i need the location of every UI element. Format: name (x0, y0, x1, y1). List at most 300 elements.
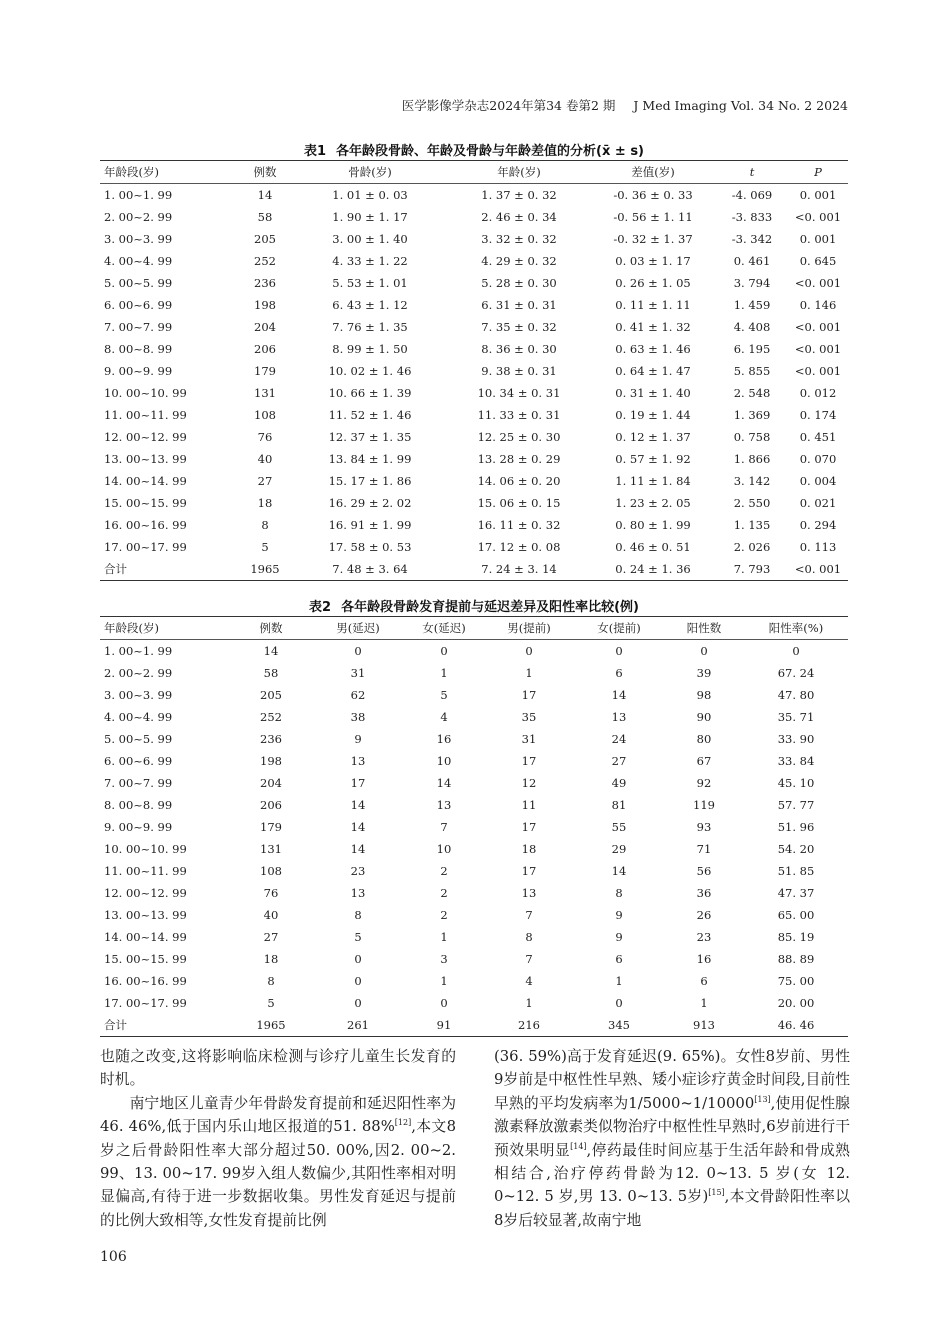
table-cell: 2. 00~2. 99 (104, 666, 173, 680)
table-cell: 0. 19 ± 1. 44 (615, 408, 691, 422)
table-row (100, 558, 848, 581)
table-cell: 7. 76 ± 1. 35 (332, 320, 408, 334)
text-run: ,使用促性腺激素释放激素类似物治疗中枢性性早熟时,6岁前进行干预效果明显 (494, 1094, 850, 1159)
text-run: (36. 59%)高于发育延迟(9. 65%)。女性8岁前、男性9岁前是中枢性性早熟、矮小症诊疗黄金时间段,目前性早熟的平均发病率为1/5000~1/10000 (494, 1048, 850, 1112)
table-row (100, 882, 848, 904)
table-cell: 1. 459 (733, 298, 771, 312)
table-cell: 0. 11 ± 1. 11 (615, 298, 691, 312)
table-cell: 205 (260, 688, 282, 702)
table-cell: 0 (525, 644, 533, 658)
table-cell: 1. 11 ± 1. 84 (615, 474, 691, 488)
table-cell: 108 (260, 864, 282, 878)
table-cell: 13. 28 ± 0. 29 (477, 452, 561, 466)
table-cell: 198 (254, 298, 276, 312)
table-cell: 76 (257, 430, 273, 444)
table-cell: 4. 29 ± 0. 32 (481, 254, 557, 268)
table-cell: <0. 001 (794, 276, 842, 290)
table-cell: 179 (254, 364, 276, 378)
table-cell: 1. 369 (733, 408, 771, 422)
table-cell: 14 (257, 188, 273, 202)
paragraph (494, 1045, 850, 1232)
table-cell: 9. 38 ± 0. 31 (481, 364, 557, 378)
table-cell: <0. 001 (788, 558, 848, 581)
table-cell: 47. 37 (777, 886, 815, 900)
table-cell: 9. 00~9. 99 (104, 364, 173, 378)
table-cell: 13 (611, 710, 627, 724)
table-cell: 9 (615, 930, 623, 944)
journal-title-en: J Med Imaging Vol. 34 No. 2 2024 (633, 98, 848, 113)
table-row (100, 926, 848, 948)
journal-title-cn: 医学影像学杂志2024年第34 卷第2 期 (401, 98, 616, 113)
table-cell: 16. 11 ± 0. 32 (477, 518, 561, 532)
table-cell: 2. 00~2. 99 (104, 210, 173, 224)
table-cell: 2 (440, 886, 448, 900)
text-run: 南宁地区儿童青少年骨龄发育提前和延迟阳性率为46. 46%,低于国内乐山地区报道的51. 88% (100, 1094, 456, 1136)
table-cell: 0. 294 (799, 518, 837, 532)
table-cell: 23 (696, 930, 712, 944)
table-cell: 6. 00~6. 99 (104, 298, 173, 312)
table-cell: 14 (611, 864, 627, 878)
column-header: 例数 (230, 617, 312, 640)
table-cell: 2. 46 ± 0. 34 (481, 210, 557, 224)
table-cell: -3. 342 (731, 232, 773, 246)
column-header: 年龄段(岁) (100, 161, 238, 184)
paragraph (100, 1092, 456, 1232)
table-cell: 27 (263, 930, 279, 944)
table-cell: 0. 24 ± 1. 36 (590, 558, 716, 581)
right-column (494, 1045, 850, 1232)
table-cell: 17. 58 ± 0. 53 (328, 540, 412, 554)
table-cell: 51. 96 (777, 820, 815, 834)
table-cell: 12. 00~12. 99 (104, 886, 187, 900)
table-row (100, 970, 848, 992)
table-cell: 85. 19 (777, 930, 815, 944)
table-cell: 14 (436, 776, 452, 790)
table-cell: 10 (436, 754, 452, 768)
table-cell: 76 (263, 886, 279, 900)
table-cell: 13 (436, 798, 452, 812)
table-cell: 4 (525, 974, 533, 988)
table-cell: 0. 758 (733, 430, 771, 444)
table-cell: 0 (615, 644, 623, 658)
column-header: 年龄(岁) (448, 161, 590, 184)
table-cell: 26 (696, 908, 712, 922)
table-cell: 7 (525, 908, 533, 922)
table-cell: 4. 33 ± 1. 22 (332, 254, 408, 268)
table-cell: 90 (696, 710, 712, 724)
table-cell: 14. 00~14. 99 (104, 930, 187, 944)
table-cell: 49 (611, 776, 627, 790)
table-row (100, 794, 848, 816)
table-cell: 17 (521, 754, 537, 768)
column-header: 女(提前) (574, 617, 664, 640)
table-cell: 11. 52 ± 1. 46 (328, 408, 412, 422)
table-row (100, 492, 848, 514)
table-cell: 20. 00 (777, 996, 815, 1010)
table-cell: 14. 06 ± 0. 20 (477, 474, 561, 488)
table-cell: 31 (521, 732, 537, 746)
table-row (100, 640, 848, 663)
table-cell: 0 (440, 644, 448, 658)
table-cell: 7. 00~7. 99 (104, 776, 173, 790)
table-row (100, 750, 848, 772)
table-cell: 7 (525, 952, 533, 966)
table1-caption (100, 140, 848, 159)
table-cell: 108 (254, 408, 276, 422)
table-cell: 5. 28 ± 0. 30 (481, 276, 557, 290)
table-cell: 10. 34 ± 0. 31 (477, 386, 561, 400)
table2 (100, 616, 848, 1037)
table-row (100, 448, 848, 470)
table-cell: 54. 20 (777, 842, 815, 856)
table2-title: 各年龄段骨龄发育提前与延迟差异及阳性率比较(例) (341, 600, 639, 615)
table-cell: 0. 26 ± 1. 05 (615, 276, 691, 290)
column-header: 女(延迟) (404, 617, 484, 640)
table-row (100, 948, 848, 970)
table-cell: 0. 004 (799, 474, 837, 488)
table-cell: 15. 06 ± 0. 15 (477, 496, 561, 510)
table-cell: 0. 64 ± 1. 47 (615, 364, 691, 378)
table-cell: 0. 113 (799, 540, 837, 554)
column-header: 例数 (238, 161, 292, 184)
table-row (100, 206, 848, 228)
table-cell: 1. 37 ± 0. 32 (481, 188, 557, 202)
table-cell: 6. 00~6. 99 (104, 754, 173, 768)
table-cell: 62 (350, 688, 366, 702)
table-cell: 9 (615, 908, 623, 922)
citation: [14] (570, 1141, 587, 1151)
table-cell: <0. 001 (794, 210, 842, 224)
page-number: 106 (100, 1249, 127, 1265)
table1 (100, 160, 848, 581)
text-run: ,本文骨龄阳性率以8岁后较显著,故南宁地 (494, 1188, 850, 1229)
table-cell: 9 (354, 732, 362, 746)
table-cell: 16 (696, 952, 712, 966)
table-cell: 33. 84 (777, 754, 815, 768)
table-cell: 57. 77 (777, 798, 815, 812)
table-row (100, 684, 848, 706)
table-cell: 合计 (100, 558, 238, 581)
column-header: 男(延迟) (312, 617, 404, 640)
table-row (100, 294, 848, 316)
table-cell: 131 (260, 842, 282, 856)
table-cell: 14 (350, 820, 366, 834)
table-cell: 0 (354, 996, 362, 1010)
table-cell: 15. 00~15. 99 (104, 496, 187, 510)
table-row (100, 184, 848, 207)
table-cell: 6 (615, 666, 623, 680)
table-cell: 3. 794 (733, 276, 771, 290)
table-cell: 205 (254, 232, 276, 246)
table-cell: 5 (354, 930, 362, 944)
table-row (100, 838, 848, 860)
table-cell: 252 (260, 710, 282, 724)
table-cell: 261 (312, 1014, 404, 1037)
table-cell: 46. 46 (744, 1014, 848, 1037)
table-cell: 1 (525, 996, 533, 1010)
table-cell: 14 (611, 688, 627, 702)
table1-number: 表1 (304, 144, 327, 159)
table-cell: 80 (696, 732, 712, 746)
table-cell: 1 (700, 996, 708, 1010)
table-cell: 10. 02 ± 1. 46 (328, 364, 412, 378)
table-cell: 7 (440, 820, 448, 834)
table-row (100, 772, 848, 794)
table-cell: 2. 548 (733, 386, 771, 400)
table-cell: 0 (615, 996, 623, 1010)
table-cell: 5 (267, 996, 275, 1010)
table-cell: 1. 135 (733, 518, 771, 532)
table-row (100, 338, 848, 360)
table-cell: 14 (350, 798, 366, 812)
table2-header-row (100, 617, 848, 640)
table-row (100, 514, 848, 536)
table-cell: 29 (611, 842, 627, 856)
table-cell: 18 (521, 842, 537, 856)
table-cell: 0 (354, 974, 362, 988)
table-cell: 2 (440, 908, 448, 922)
paragraph: 也随之改变,这将影响临床检测与诊疗儿童生长发育的时机。 (100, 1048, 456, 1089)
table-cell: -4. 069 (731, 188, 773, 202)
table-row (100, 250, 848, 272)
table-cell: 10 (436, 842, 452, 856)
table-cell: 1965 (230, 1014, 312, 1037)
table-cell: 5. 00~5. 99 (104, 276, 173, 290)
table-cell: 40 (263, 908, 279, 922)
table-cell: 6 (615, 952, 623, 966)
table-cell: 27 (257, 474, 273, 488)
table-cell: <0. 001 (794, 364, 842, 378)
table1-header-row (100, 161, 848, 184)
table-cell: 7. 793 (716, 558, 788, 581)
table-cell: <0. 001 (794, 342, 842, 356)
table-cell: -0. 36 ± 0. 33 (613, 188, 693, 202)
table-cell: 18 (263, 952, 279, 966)
table-cell: <0. 001 (794, 320, 842, 334)
table-cell: 0 (700, 644, 708, 658)
table-cell: 36 (696, 886, 712, 900)
table-cell: 0. 174 (799, 408, 837, 422)
table-cell: 5 (440, 688, 448, 702)
table-cell: 51. 85 (777, 864, 815, 878)
column-header: t (716, 161, 788, 184)
column-header: 年龄段(岁) (100, 617, 230, 640)
table-cell: 3 (440, 952, 448, 966)
table-cell: 6. 31 ± 0. 31 (481, 298, 557, 312)
table-cell: 0. 001 (799, 232, 837, 246)
table-cell: 12. 37 ± 1. 35 (328, 430, 412, 444)
table-cell: 3. 32 ± 0. 32 (481, 232, 557, 246)
table-cell: 14. 00~14. 99 (104, 474, 187, 488)
table-row (100, 860, 848, 882)
table-cell: 8. 36 ± 0. 30 (481, 342, 557, 356)
table-cell: 913 (664, 1014, 744, 1037)
table-cell: 8. 00~8. 99 (104, 798, 173, 812)
table-cell: 12. 00~12. 99 (104, 430, 187, 444)
table-cell: 13 (350, 886, 366, 900)
table-cell: 17. 00~17. 99 (104, 540, 187, 554)
table-cell: 55 (611, 820, 627, 834)
table-cell: 1 (440, 974, 448, 988)
table-cell: 92 (696, 776, 712, 790)
table-cell: 8 (261, 518, 269, 532)
table-cell: 1. 90 ± 1. 17 (332, 210, 408, 224)
table-cell: 75. 00 (777, 974, 815, 988)
table-cell: 16 (436, 732, 452, 746)
table-cell: 204 (260, 776, 282, 790)
column-header: 骨龄(岁) (292, 161, 448, 184)
table-row (100, 728, 848, 750)
table-cell: 236 (254, 276, 276, 290)
table-cell: 4. 00~4. 99 (104, 254, 173, 268)
table-cell: 10. 00~10. 99 (104, 386, 187, 400)
table-cell: 179 (260, 820, 282, 834)
table-cell: 0 (354, 644, 362, 658)
table-cell: 6. 43 ± 1. 12 (332, 298, 408, 312)
table-cell: 0. 070 (799, 452, 837, 466)
table-cell: -3. 833 (731, 210, 773, 224)
table-cell: 0. 451 (799, 430, 837, 444)
table-cell: 0. 461 (733, 254, 771, 268)
table-cell: 206 (254, 342, 276, 356)
table-cell: 2. 550 (733, 496, 771, 510)
table-cell: 1 (440, 666, 448, 680)
table-cell: 8 (354, 908, 362, 922)
citation: [13] (754, 1094, 771, 1104)
column-header: 阳性率(%) (744, 617, 848, 640)
table-row (100, 816, 848, 838)
table-cell: 67 (696, 754, 712, 768)
table-cell: 15. 17 ± 1. 86 (328, 474, 412, 488)
table-cell: 10. 66 ± 1. 39 (328, 386, 412, 400)
table-cell: 33. 90 (777, 732, 815, 746)
table-cell: 8. 99 ± 1. 50 (332, 342, 408, 356)
table-cell: 0. 57 ± 1. 92 (615, 452, 691, 466)
table-row (100, 360, 848, 382)
table-cell: 8 (525, 930, 533, 944)
table-cell: 0. 41 ± 1. 32 (615, 320, 691, 334)
table-cell: 4. 408 (733, 320, 771, 334)
table-cell: 93 (696, 820, 712, 834)
table-cell: 38 (350, 710, 366, 724)
table-row (100, 228, 848, 250)
table-cell: 10. 00~10. 99 (104, 842, 187, 856)
table-cell: 0. 31 ± 1. 40 (615, 386, 691, 400)
table-cell: 17 (521, 820, 537, 834)
table-cell: 81 (611, 798, 627, 812)
table-cell: 0. 001 (799, 188, 837, 202)
citation: [15] (708, 1188, 725, 1198)
table-cell: 0. 645 (799, 254, 837, 268)
table-cell: 0. 63 ± 1. 46 (615, 342, 691, 356)
column-header: 差值(岁) (590, 161, 716, 184)
table-cell: 5. 53 ± 1. 01 (332, 276, 408, 290)
table-cell: 14 (263, 644, 279, 658)
text-run: ,本文8岁之后骨龄阳性率大部分超过50. 00%,因2. 00~2. 99、13. 00~17. 99岁入组人数偏少,其阳性率相对明显偏高,有待于进一步数据收集。男性发育延迟与提前的比例大致相等,女性发育提前比例 (100, 1118, 456, 1229)
table-cell: 3. 00 ± 1. 40 (332, 232, 408, 246)
table-cell: 4. 00~4. 99 (104, 710, 173, 724)
table-cell: 27 (611, 754, 627, 768)
table-cell: 17. 12 ± 0. 08 (477, 540, 561, 554)
table-cell: 12. 25 ± 0. 30 (477, 430, 561, 444)
table-cell: 1. 00~1. 99 (104, 644, 173, 658)
table-cell: 0. 03 ± 1. 17 (615, 254, 691, 268)
table-cell: 11. 33 ± 0. 31 (477, 408, 561, 422)
table-cell: 3. 00~3. 99 (104, 688, 173, 702)
table-cell: -0. 32 ± 1. 37 (613, 232, 693, 246)
table-cell: 1 (615, 974, 623, 988)
table-cell: 5. 855 (733, 364, 771, 378)
table-row (100, 992, 848, 1014)
table-cell: 6 (700, 974, 708, 988)
table-cell: 合计 (100, 1014, 230, 1037)
table-cell: 15. 00~15. 99 (104, 952, 187, 966)
table-cell: 0. 021 (799, 496, 837, 510)
table-cell: 71 (696, 842, 712, 856)
table-cell: 0 (792, 644, 800, 658)
table-cell: 17 (350, 776, 366, 790)
table-cell: 11 (521, 798, 537, 812)
table-cell: 198 (260, 754, 282, 768)
table-row (100, 404, 848, 426)
table-cell: 2 (440, 864, 448, 878)
table-cell: 13 (521, 886, 537, 900)
table-cell: 16. 91 ± 1. 99 (328, 518, 412, 532)
table-row (100, 382, 848, 404)
table-cell: 4 (440, 710, 448, 724)
table-cell: 24 (611, 732, 627, 746)
table-cell: 5 (261, 540, 269, 554)
table-cell: 345 (574, 1014, 664, 1037)
table-cell: 0 (440, 996, 448, 1010)
table-cell: 0. 46 ± 0. 51 (615, 540, 691, 554)
table-cell: 131 (254, 386, 276, 400)
table-cell: 6. 195 (733, 342, 771, 356)
table-cell: 16. 29 ± 2. 02 (328, 496, 412, 510)
table-cell: 7. 00~7. 99 (104, 320, 173, 334)
table-cell: 9. 00~9. 99 (104, 820, 173, 834)
table-cell: 1. 01 ± 0. 03 (332, 188, 408, 202)
left-column (100, 1045, 456, 1232)
table-cell: 13 (350, 754, 366, 768)
text-run: ,停药最佳时间应基于生活年龄和骨成熟相结合,治疗停药骨龄为12. 0~13. 5 岁(女 12. 0~12. 5 岁,男 13. 0~13. 5岁) (494, 1141, 850, 1206)
table-cell: 206 (260, 798, 282, 812)
table-row (100, 662, 848, 684)
table-cell: 13. 00~13. 99 (104, 908, 187, 922)
column-header: P (788, 161, 848, 184)
table-cell: 252 (254, 254, 276, 268)
table-cell: 216 (484, 1014, 574, 1037)
table-cell: 2. 026 (733, 540, 771, 554)
table-cell: 39 (696, 666, 712, 680)
table-cell: 1. 00~1. 99 (104, 188, 173, 202)
table-cell: 8 (615, 886, 623, 900)
table-cell: 0. 12 ± 1. 37 (615, 430, 691, 444)
table-cell: 65. 00 (777, 908, 815, 922)
table-cell: 0. 012 (799, 386, 837, 400)
table-row (100, 1014, 848, 1037)
table-cell: 31 (350, 666, 366, 680)
table-cell: 0. 80 ± 1. 99 (615, 518, 691, 532)
table-cell: 17 (521, 864, 537, 878)
table-cell: 0 (354, 952, 362, 966)
running-header (100, 96, 848, 114)
table-cell: 11. 00~11. 99 (104, 864, 187, 878)
table2-caption (100, 596, 848, 615)
table-cell: 13. 00~13. 99 (104, 452, 187, 466)
table-row (100, 904, 848, 926)
table-cell: 40 (257, 452, 273, 466)
